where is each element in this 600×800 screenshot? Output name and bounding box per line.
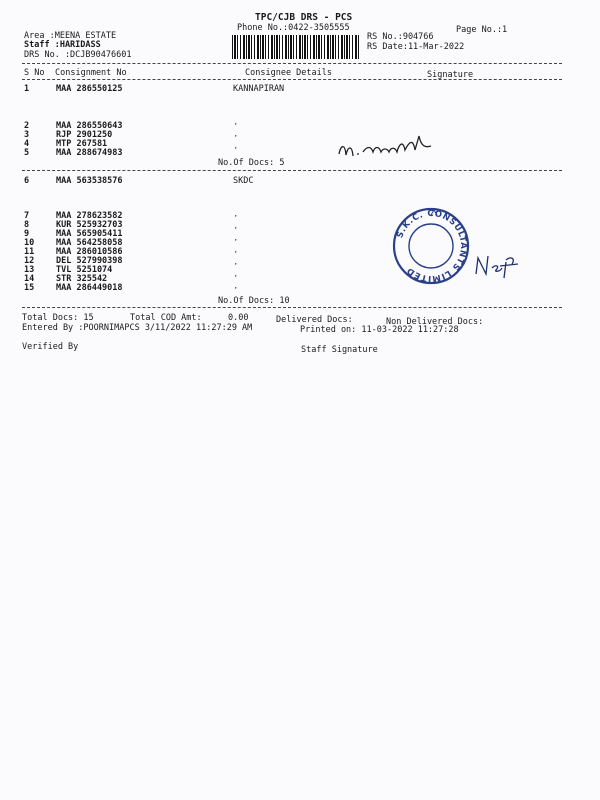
divider [22,307,562,308]
total-cod-label: Total COD Amt: [130,313,202,323]
row-sno: 4 [24,139,30,149]
row-sno: 12 [24,256,35,266]
consignment-number: RJP 2901250 [56,130,113,140]
consignment-number: MTP 267581 [56,139,108,149]
col-header-signature: Signature [427,70,474,80]
entered-by: Entered By :POORNIMAPCS 3/11/2022 11:27:29 AM [22,323,253,333]
dot-marker: · [233,224,239,234]
handwritten-signature [335,128,455,164]
consignment-number: MAA 286449018 [56,283,123,293]
docs-count: No.Of Docs: 10 [218,296,290,306]
row-sno: 8 [24,220,30,230]
document-title: TPC/CJB DRS - PCS [255,12,353,23]
barcode-image [232,35,360,59]
verified-by: Verified By [22,342,79,352]
dot-marker: · [233,248,239,258]
row-sno: 10 [24,238,35,248]
dot-marker: · [233,260,239,270]
dot-marker: · [233,120,239,130]
rs-date: RS Date:11-Mar-2022 [367,42,465,52]
drs-number: DRS No. :DCJB90476601 [24,50,132,60]
consignment-number: MAA 286010586 [56,247,123,257]
dot-marker: · [233,272,239,282]
row-sno: 3 [24,130,30,140]
dot-marker: · [233,284,239,294]
dot-marker: · [233,212,239,222]
row-sno: 13 [24,265,35,275]
total-docs: Total Docs: 15 [22,313,94,323]
dot-marker: · [233,144,239,154]
consignment-number: MAA 286550125 [56,84,123,94]
consignee-name: SKDC [233,176,254,186]
row-sno: 9 [24,229,30,239]
divider [22,63,562,64]
company-stamp [390,205,472,287]
dot-marker: · [233,132,239,142]
row-sno: 2 [24,121,30,131]
consignment-number: MAA 565905411 [56,229,123,239]
consignment-number: MAA 278623582 [56,211,123,221]
row-sno: 6 [24,176,30,186]
staff-signature: Staff Signature [301,345,378,355]
row-sno: 11 [24,247,35,257]
consignment-number: MAA 563538576 [56,176,123,186]
dot-marker: · [233,236,239,246]
total-cod-value: 0.00 [228,313,249,323]
col-header-consignee: Consignee Details [245,68,332,78]
non-delivered-docs: Non Delivered Docs: [386,317,484,327]
area-label: Area :MEENA ESTATE [24,31,117,41]
staff-label: Staff :HARIDASS [24,40,101,50]
col-header-consignment: Consignment No [55,68,127,78]
page-number: Page No.:1 [456,25,508,35]
consignment-number: KUR 525932703 [56,220,123,230]
row-sno: 5 [24,148,30,158]
divider [22,79,562,80]
delivered-docs: Delivered Docs: [276,315,353,325]
consignment-number: DEL 527990398 [56,256,123,266]
consignment-number: MAA 564258058 [56,238,123,248]
row-sno: 14 [24,274,35,284]
row-sno: 7 [24,211,30,221]
consignment-number: STR 325542 [56,274,108,284]
col-header-sno: S No [24,68,45,78]
printed-on: Printed on: 11-03-2022 11:27:28 [300,325,459,335]
row-sno: 15 [24,283,35,293]
consignment-number: TVL 5251074 [56,265,113,275]
phone-number: Phone No.:0422-3505555 [237,23,350,33]
svg-text:S.K.C. CONSULTANTS LIMITED: S.K.C. CONSULTANTS LIMITED [395,208,469,284]
consignment-number: MAA 286550643 [56,121,123,131]
consignee-name: KANNAPIRAN [233,84,285,94]
divider [22,170,562,171]
docs-count: No.Of Docs: 5 [218,158,285,168]
rs-number: RS No.:904766 [367,32,434,42]
handwritten-signature [470,250,530,280]
row-sno: 1 [24,84,30,94]
consignment-number: MAA 288674983 [56,148,123,158]
